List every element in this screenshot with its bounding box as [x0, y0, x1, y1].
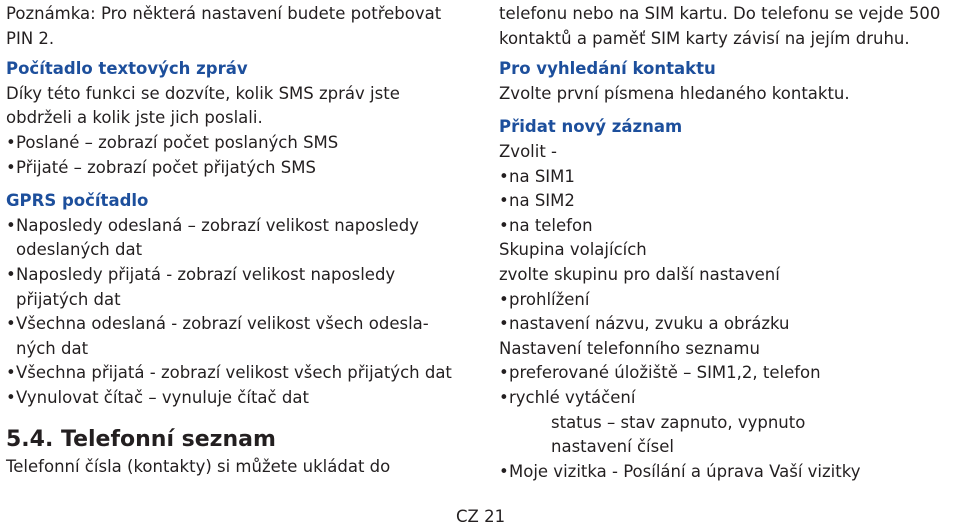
list-item: •na SIM1	[499, 165, 955, 190]
note-line-2: PIN 2.	[6, 28, 55, 48]
right-column	[499, 2, 955, 484]
continued-line-1: telefonu nebo na SIM kartu. Do telefonu se vejde 500	[499, 4, 941, 23]
bullet-icon: •	[6, 387, 16, 407]
list-item: •Přijaté – zobrazí počet přijatých SMS	[6, 156, 476, 181]
section-title: 5.4. Telefonní seznam	[6, 426, 276, 452]
search-heading: Pro vyhledání kontaktu	[499, 59, 716, 79]
bullet-icon: •	[499, 215, 509, 235]
list-item-cont: přijatých dat	[16, 289, 121, 309]
list-item: •rychlé vytáčení	[499, 386, 955, 411]
left-column	[6, 2, 476, 479]
gprs-heading: GPRS počítadlo	[6, 191, 149, 211]
bullet-icon: •	[499, 387, 509, 407]
continued-line-2: kontaktů a paměť SIM karty závisí na jejím druhu.	[499, 28, 910, 48]
list-item: •Naposledy přijatá - zobrazí velikost naposledy	[6, 263, 476, 288]
sms-counter-heading: Počítadlo textových zpráv	[6, 59, 248, 79]
list-item-cont: ných dat	[16, 338, 89, 358]
bullet-icon: •	[499, 289, 509, 309]
search-text: Zvolte první písmena hledaného kontaktu.	[499, 83, 850, 103]
note-line-1: Poznámka: Pro některá nastavení budete potřebovat	[6, 4, 442, 23]
list-item: •Moje vizitka - Posílání a úprava Vaší vizitky	[499, 460, 955, 485]
bullet-icon: •	[499, 461, 509, 481]
list-item: •Všechna přijatá - zobrazí velikost všech přijatých dat	[6, 361, 476, 386]
bullet-icon: •	[6, 314, 16, 334]
section-text: Telefonní čísla (kontakty) si můžete ukládat do	[6, 456, 391, 476]
list-item: •nastavení názvu, zvuku a obrázku	[499, 312, 955, 337]
list-item: •Poslané – zobrazí počet poslaných SMS	[6, 131, 476, 156]
numbers-line: nastavení čísel	[551, 437, 674, 457]
bullet-icon: •	[499, 363, 509, 383]
page-number: CZ 21	[456, 507, 506, 526]
sms-counter-desc-2: obdrželi a kolik jste jich poslali.	[6, 108, 263, 128]
group-text: zvolte skupinu pro další nastavení	[499, 264, 780, 284]
list-item: •prohlížení	[499, 288, 955, 313]
list-item: •na SIM2	[499, 189, 955, 214]
sms-counter-desc-1: Díky této funkci se dozvíte, kolik SMS zpráv jste	[6, 83, 400, 103]
list-item: •Všechna odeslaná - zobrazí velikost všech odesla-	[6, 312, 476, 337]
list-item: •Naposledy odeslaná – zobrazí velikost naposledy	[6, 214, 476, 239]
add-heading: Přidat nový záznam	[499, 117, 683, 137]
bullet-icon: •	[499, 166, 509, 186]
bullet-icon: •	[6, 264, 16, 284]
list-item-cont: odeslaných dat	[16, 240, 143, 260]
bullet-icon: •	[499, 191, 509, 211]
bullet-icon: •	[6, 363, 16, 383]
bullet-icon: •	[6, 215, 16, 235]
bullet-icon: •	[6, 132, 16, 152]
settings-title: Nastavení telefonního seznamu	[499, 338, 760, 358]
add-choose: Zvolit -	[499, 141, 557, 161]
bullet-icon: •	[6, 157, 16, 177]
group-title: Skupina volajících	[499, 240, 647, 260]
status-line: status – stav zapnuto, vypnuto	[551, 412, 806, 432]
list-item: •na telefon	[499, 214, 955, 239]
list-item: •Vynulovat čítač – vynuluje čítač dat	[6, 386, 476, 411]
list-item: •preferované úložiště – SIM1,2, telefon	[499, 361, 955, 386]
bullet-icon: •	[499, 314, 509, 334]
